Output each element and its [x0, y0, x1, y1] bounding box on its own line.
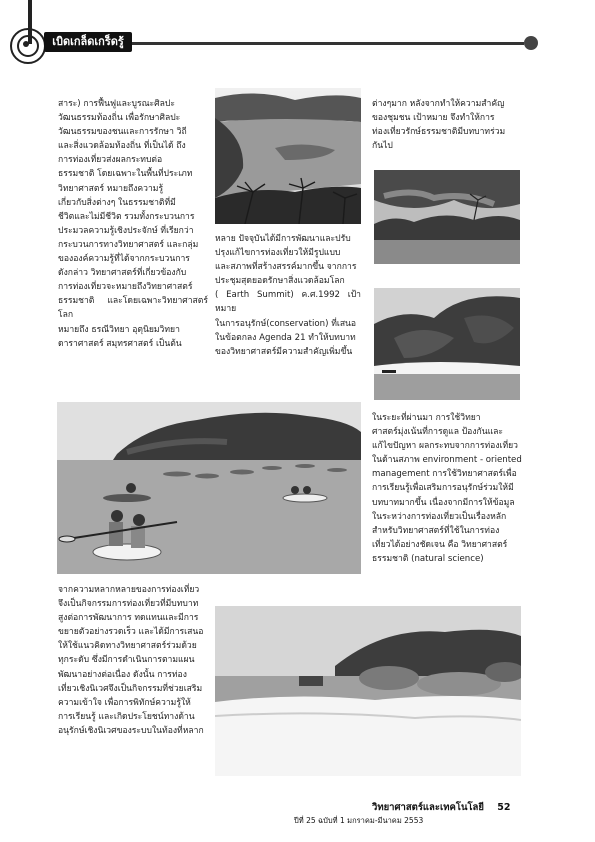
target-center-dot	[23, 41, 29, 47]
magazine-name: วิทยาศาสตร์และเทคโนโลยี	[372, 802, 484, 813]
footer-issue: ปีที่ 25 ฉบับที่ 1 มกราคม-มีนาคม 2553	[294, 816, 424, 825]
photo-forested-island-beach	[374, 288, 520, 400]
footer-magazine	[372, 800, 510, 815]
photo-boulder-beach	[215, 606, 521, 776]
section-label: เบิดเกล็ดเกร็ดรู้	[44, 32, 132, 52]
left-column-text-bottom: จากความหลากหลายของการท่องเที่ยว จึงเป็นกิจกรรมการท่องเที่ยวที่มีบทบาท สูงต่อการพัฒนาการ ทดแทนและมีการ ขยายตัวอย่างรวดเร็ว และได้มีการเสนอ ให้ใช้แนวคิดทางวิทยาศาสตร์ร่วมด้วย ทุกระดับ ซึ่งมีการดำเนินการตามแผน พัฒนาอย่างต่อเนื่อง ดังนั้น การท่อง เที่ยวเชิงนิเวศจึงเป็นกิจกรรมที่ช่วยเสริม ความเข้าใจ เพื่อการพิทักษ์ความรู้ให้ การเรียนรู้ และเกิดประโยชน์ทางด้าน อนุรักษ์เชิงนิเวศของระบบในท้องที่หลาก	[58, 585, 204, 736]
photo-sea-kayaking	[57, 402, 361, 574]
left-column-text-top: สาระ) การฟื้นฟูและบูรณะศิลปะ วัฒนธรรมท้องถิ่น เพื่อรักษาศิลปะ วัฒนธรรมของชนและการรักษา วิถี และสิ่งแวดล้อมท้องถิ่น ที่เป็นได้ ถึง การท่องเที่ยวส่งผลกระทบต่อ ธรรมชาติ โดยเฉพาะในพื้นที่ประเภท วิทยาศาสตร์ หมายถึงความรู้ เกี่ยวกับสิ่งต่างๆ ในธรรมชาติที่มี ชีวิตและไม่มีชีวิต รวมทั้งกระบวนการ ประมวลความรู้เชิงประจักษ์ ที่เรียกว่า กระบวนการทางวิทยาศาสตร์ และกลุ่ม ขององค์ความรู้ที่ได้จากกระบวนการ ดังกล่าว วิทยาศาสตร์ที่เกี่ยวข้องกับ การท่องเที่ยวจะหมายถึงวิทยาศาสตร์ ธรรมชาติ และโดยเฉพาะวิทยาศาสตร์โลก หมายถึง ธรณีวิทยา อุตุนิยมวิทยา ดาราศาสตร์ สมุทรศาสตร์ เป็นต้น	[58, 99, 208, 349]
photo-cloudy-sky-islands	[374, 170, 520, 264]
right-column-text-middle: ในระยะที่ผ่านมา การใช้วิทยา ศาสตร์มุ่งเน้นที่การดูแล ป้องกันและ แก้ไขปัญหา ผลกระทบจากการท่องเที่ยว ในด้านสภาพ environment - oriented management การใช้วิทยาศาสตร์เพื่อ การเรียนรู้เพื่อเสริมการอนุรักษ์ร่วมให้มี บทบาทมากขึ้น เนื่องจากมีการให้ข้อมูล ในระหว่างการท่องเที่ยวเป็นเรื่องหลัก สำหรับวิทยาศาสตร์ที่ใช้ในการท่อง เที่ยวได้อย่างชัดเจน คือ วิทยาศาสตร์ ธรรมชาติ (natural science)	[372, 413, 522, 564]
header-rule-end-icon	[524, 36, 538, 50]
middle-column-text: หลาย ปัจจุบันได้มีการพัฒนาและปรับ ปรุงแก้ไขการท่องเที่ยวให้มีรูปแบบ และสภาพที่สร้างสรรค์มากขึ้น จากการ ประชุมสุดยอดรักษาสิ่งแวดล้อมโลก ( Earth Summit) ค.ศ.1992 เป้าหมาย ในการอนุรักษ์(conservation) ที่เสนอ ในข้อตกลง Agenda 21 ทำให้บทบาท ของวิทยาศาสตร์มีความสำคัญเพิ่มขึ้น	[215, 234, 361, 357]
header-rule	[132, 42, 524, 45]
page-number: 52	[497, 802, 511, 813]
right-column-text-top: ต่างๆมาก หลังจากทำให้ความสำคัญ ของชุมชน เป้าหมาย จึงทำให้การ ท่องเที่ยวรักษ์ธรรมชาติมีบทบาทร่วม กันไป	[372, 99, 506, 152]
photo-island-lagoon	[215, 88, 361, 224]
